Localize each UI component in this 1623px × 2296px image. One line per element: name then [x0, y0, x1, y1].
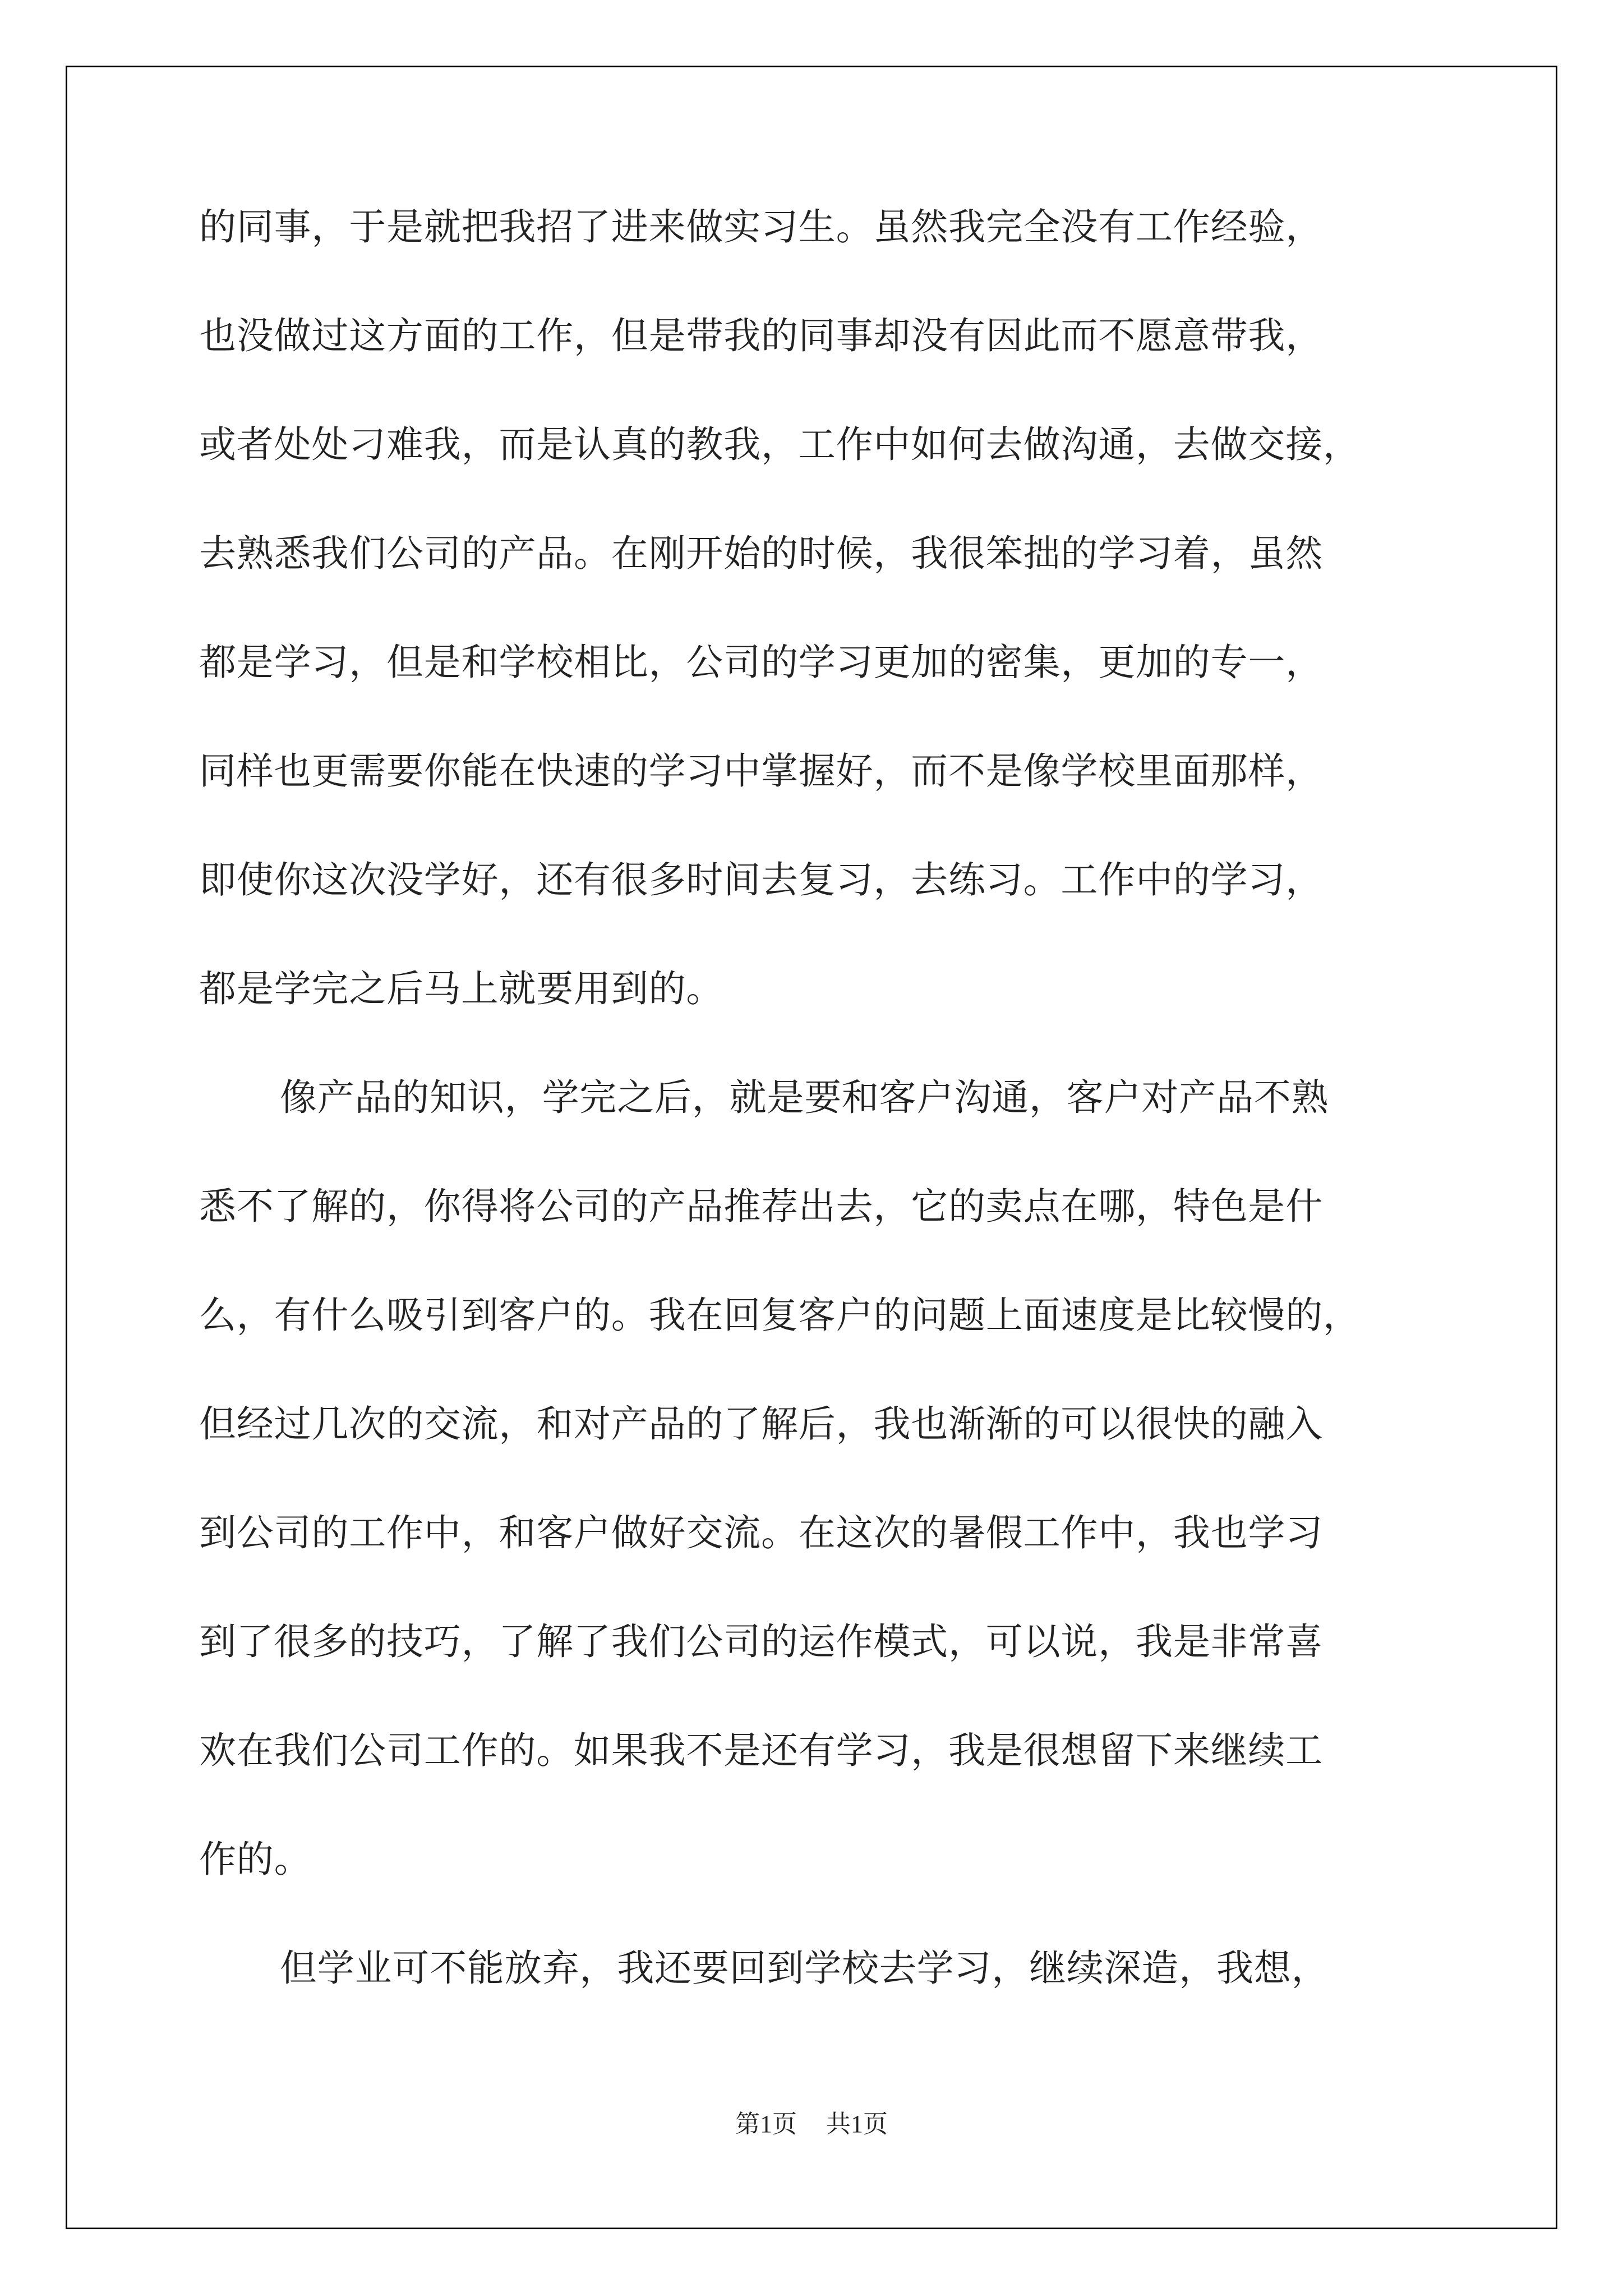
page-number-label: 第1页 [735, 2110, 797, 2138]
text-line-10: 悉不了解的，你得将公司的产品推荐出去，它的卖点在哪，特色是什 [199, 1185, 1323, 1228]
text-line-3: 或者处处刁难我，而是认真的教我，工作中如何去做沟通，去做交接， [199, 423, 1361, 466]
text-line-2: 也没做过这方面的工作，但是带我的同事却没有因此而不愿意带我， [199, 314, 1323, 357]
text-line-8: 都是学完之后马上就要用到的。 [199, 967, 724, 1010]
page-footer [0, 2112, 1623, 2137]
text-line-17: 但学业可不能放弃，我还要回到学校去学习，继续深造，我想， [280, 1947, 1329, 1990]
document-body [199, 205, 1433, 2059]
text-line-12: 但经过几次的交流，和对产品的了解后，我也渐渐的可以很快的融入 [199, 1402, 1323, 1446]
text-line-6: 同样也更需要你能在快速的学习中掌握好，而不是像学校里面那样， [199, 749, 1323, 793]
text-line-16: 作的。 [199, 1838, 312, 1881]
text-line-7: 即使你这次没学好，还有很多时间去复习，去练习。工作中的学习， [199, 858, 1323, 901]
page-total-label: 共1页 [826, 2110, 888, 2138]
text-line-9: 像产品的知识，学完之后，就是要和客户沟通，客户对产品不熟 [280, 1076, 1329, 1119]
text-line-15: 欢在我们公司工作的。如果我不是还有学习，我是很想留下来继续工 [199, 1729, 1323, 1772]
text-line-1: 的同事，于是就把我招了进来做实习生。虽然我完全没有工作经验， [199, 205, 1323, 249]
text-line-11: 么，有什么吸引到客户的。我在回复客户的问题上面速度是比较慢的， [199, 1294, 1361, 1337]
text-line-13: 到公司的工作中，和客户做好交流。在这次的暑假工作中，我也学习 [199, 1511, 1323, 1554]
text-line-4: 去熟悉我们公司的产品。在刚开始的时候，我很笨拙的学习着，虽然 [199, 532, 1323, 575]
text-line-5: 都是学习，但是和学校相比，公司的学习更加的密集，更加的专一， [199, 641, 1323, 684]
text-line-14: 到了很多的技巧，了解了我们公司的运作模式，可以说，我是非常喜 [199, 1620, 1323, 1663]
